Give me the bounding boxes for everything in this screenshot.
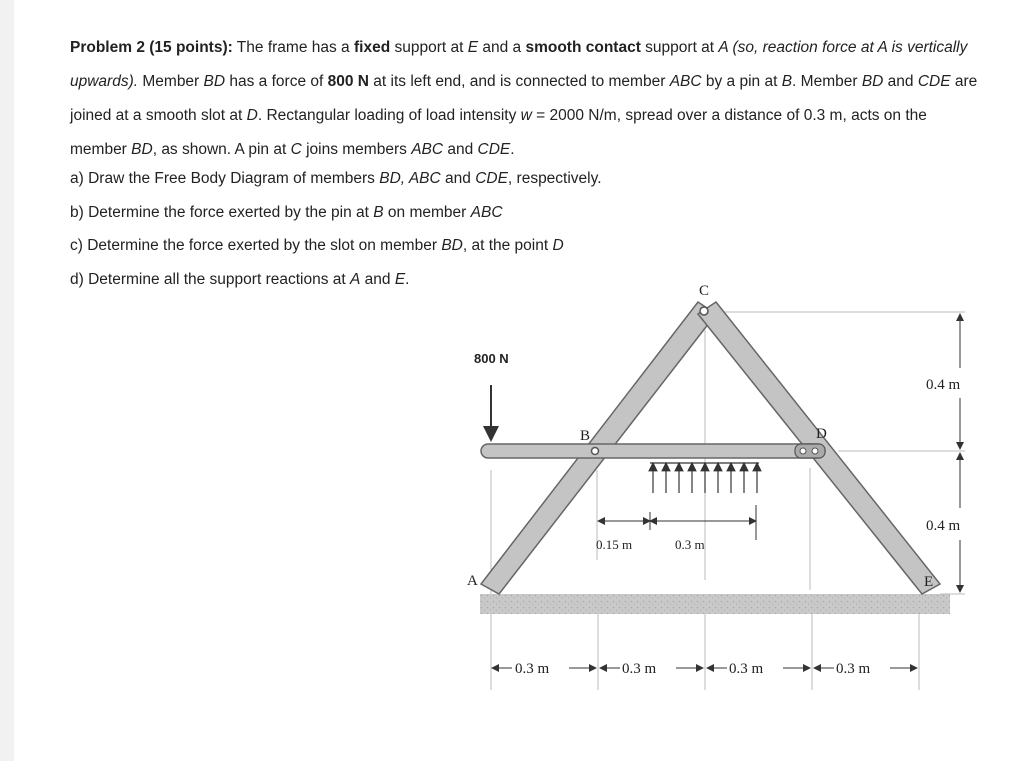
pin-c	[700, 307, 708, 315]
label-d: D	[816, 426, 827, 442]
text: .	[510, 141, 515, 158]
text-italic: D	[552, 237, 564, 254]
text: . Member	[792, 73, 862, 90]
text-italic: CDE	[475, 170, 508, 187]
text-italic: C	[290, 141, 302, 158]
text-italic: D	[246, 107, 258, 124]
text: and a	[478, 39, 526, 56]
text: and	[883, 73, 918, 90]
text-italic: E	[467, 39, 479, 56]
text: .	[405, 271, 410, 288]
member-bd	[481, 444, 825, 458]
text: support at	[390, 39, 468, 56]
ground	[480, 594, 950, 614]
dim-03-1: 0.3 m	[515, 661, 550, 677]
text: c) Determine the force exerted by the slot on member	[70, 237, 442, 254]
text: and	[440, 170, 476, 187]
text: and	[443, 141, 478, 158]
text-italic: A	[350, 271, 361, 288]
text: joins members	[301, 141, 412, 158]
text-bold: fixed	[353, 39, 391, 56]
text-italic: BD	[861, 73, 884, 90]
text: are joined at a smooth slot at	[70, 73, 978, 124]
load-dimension	[598, 505, 756, 540]
slot-d	[795, 444, 825, 458]
dim-03-load: 0.3 m	[675, 537, 705, 552]
label-a: A	[467, 573, 478, 589]
text-italic: (so, reaction force at A is vertically upwards).	[70, 39, 968, 90]
text: . Rectangular loading of load intensity	[257, 107, 521, 124]
text-italic: w	[520, 107, 532, 124]
text: and	[360, 271, 395, 288]
text: on member	[383, 204, 471, 221]
text-italic: B	[781, 73, 793, 90]
text: has a force of	[225, 73, 328, 90]
label-e: E	[924, 574, 934, 590]
text-bold: smooth contact	[525, 39, 641, 56]
text: support at	[640, 39, 719, 56]
text-italic: CDE	[917, 73, 951, 90]
dim-015: 0.15 m	[596, 537, 633, 552]
force-label: 800 N	[474, 351, 509, 366]
dim-03-4: 0.3 m	[836, 661, 871, 677]
text-italic: A	[718, 39, 729, 56]
distributed-load	[650, 463, 759, 493]
pin-b	[592, 448, 599, 455]
text: Member	[138, 73, 204, 90]
text-bold: 800 N	[327, 73, 369, 90]
text: = 2000 N/m, spread over a distance of 0.3 m, acts on the member	[70, 107, 927, 158]
label-b: B	[580, 428, 591, 444]
text-italic: BD	[203, 73, 226, 90]
text: b) Determine the force exerted by the pin at	[70, 204, 374, 221]
text-italic: BD, ABC	[379, 170, 441, 187]
text: , at the point	[462, 237, 553, 254]
text: The frame has a	[232, 39, 354, 56]
text: by a pin at	[701, 73, 782, 90]
text: , respectively.	[507, 170, 602, 187]
text: d) Determine all the support reactions at	[70, 271, 350, 288]
text-italic: ABC	[411, 141, 444, 158]
text-italic: E	[394, 271, 406, 288]
dim-03-3: 0.3 m	[729, 661, 764, 677]
text-italic: B	[373, 204, 384, 221]
dim-04-bottom: 0.4 m	[926, 518, 961, 534]
text-italic: BD	[441, 237, 463, 254]
text: at its left end, and is connected to member	[368, 73, 670, 90]
text-italic: BD	[131, 141, 153, 158]
text-italic: ABC	[669, 73, 702, 90]
label-c: C	[699, 283, 710, 299]
dim-04-top: 0.4 m	[926, 377, 961, 393]
dim-03-2: 0.3 m	[622, 661, 657, 677]
text: , as shown. A pin at	[152, 141, 291, 158]
text-italic: ABC	[470, 204, 503, 221]
problem-title: Problem 2 (15 points):	[70, 39, 233, 56]
text: a) Draw the Free Body Diagram of members	[70, 170, 380, 187]
text-italic: CDE	[477, 141, 511, 158]
